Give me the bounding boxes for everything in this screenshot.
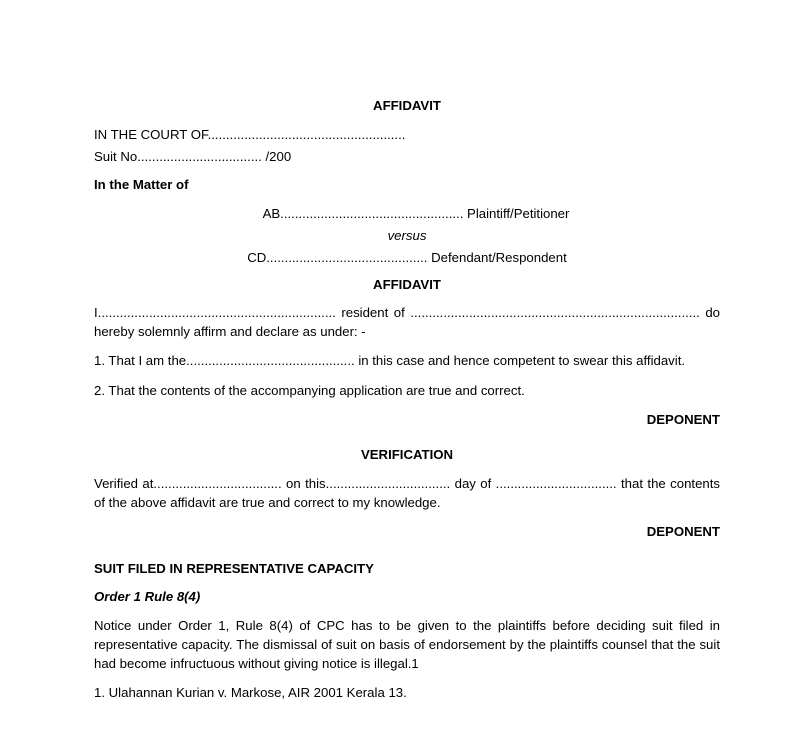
affidavit-subtitle: AFFIDAVIT (373, 276, 441, 292)
in-the-matter-of-label: In the Matter of (94, 177, 189, 193)
defendant-line: CD............................................ Defendant/Respondent (247, 249, 567, 265)
document-body (94, 96, 720, 702)
order-rule-subheading: Order 1 Rule 8(4) (94, 588, 201, 604)
affidavit-clause-1: 1. That I am the.............................................. in this case and hence competent to swear this affidavit. (94, 353, 686, 369)
deponent-signature-1: DEPONENT (646, 411, 720, 427)
verification-paragraph: Verified at................................... on this.................................. day of ................................. that the contents of the above affidavit are true and correct to my knowledge. (94, 475, 720, 511)
court-line: IN THE COURT OF...................................................... (94, 127, 406, 143)
deponent-signature-2: DEPONENT (646, 524, 720, 540)
affidavit-title: AFFIDAVIT (373, 98, 441, 113)
suit-number-line: Suit No.................................. /200 (94, 149, 292, 165)
representative-capacity-heading: SUIT FILED IN REPRESENTATIVE CAPACITY (94, 561, 374, 577)
footnote-citation: 1. Ulahannan Kurian v. Markose, AIR 2001 Kerala 13. (94, 685, 407, 701)
representative-capacity-paragraph: Notice under Order 1, Rule 8(4) of CPC has to be given to the plaintiffs before deciding suit filed in representative capacity. The dismissal of suit on basis of endorsement by the plaintiffs counsel that the suit had become infructuous without giving notice is illegal.1 (94, 617, 720, 671)
verification-heading: VERIFICATION (360, 446, 454, 462)
affidavit-intro-paragraph: I................................................................. resident of ............................................................................... do hereby solemnly affirm and declare as under: - (94, 305, 720, 340)
plaintiff-line: AB.................................................. Plaintiff/Petitioner (262, 205, 570, 221)
versus-label: versus (387, 227, 427, 243)
affidavit-clause-2: 2. That the contents of the accompanying application are true and correct. (94, 382, 525, 398)
